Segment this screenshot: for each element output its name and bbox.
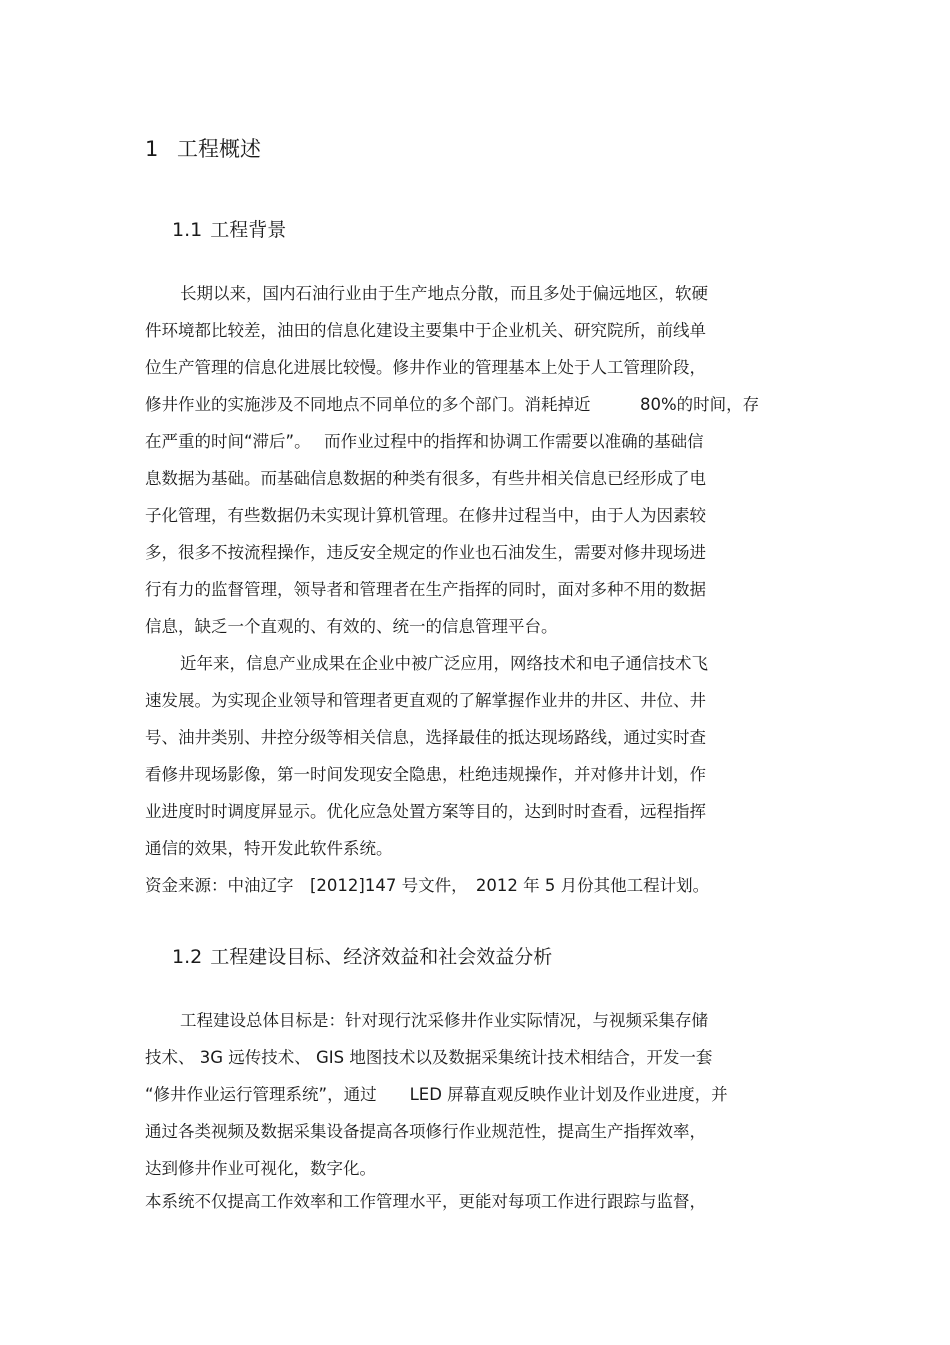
funding-source-line: 资金来源：中油辽字 [2012]147 号文件， 2012 年 5 月份其他工程计划。 xyxy=(145,876,710,895)
paragraph-line: 长期以来，国内石油行业由于生产地点分散，而且多处于偏远地区，软硬 xyxy=(180,284,708,303)
paragraph-line: 业进度时时调度屏显示。优化应急处置方案等目的，达到时时查看，远程指挥 xyxy=(145,802,706,821)
paragraph-line: 号、油井类别、井控分级等相关信息，选择最佳的抵达现场路线，通过实时查 xyxy=(145,728,706,747)
paragraph-line: 位生产管理的信息化进展比较慢。修井作业的管理基本上处于人工管理阶段， xyxy=(145,358,706,377)
subsection-number: 1.1 xyxy=(172,219,203,241)
section-number: 1 xyxy=(145,137,159,161)
paragraph-line: 工程建设总体目标是：针对现行沈采修井作业实际情况，与视频采集存储 xyxy=(180,1011,708,1030)
section-heading-1 xyxy=(145,135,261,163)
paragraph-line: 子化管理，有些数据仍未实现计算机管理。在修井过程当中，由于人为因素较 xyxy=(145,506,706,525)
paragraph-line: 信息，缺乏一个直观的、有效的、统一的信息管理平台。 xyxy=(145,617,558,636)
paragraph-line: 息数据为基础。而基础信息数据的种类有很多，有些井相关信息已经形成了电 xyxy=(145,469,706,488)
paragraph-line: 速发展。为实现企业领导和管理者更直观的了解掌握作业井的井区、井位、井 xyxy=(145,691,706,710)
paragraph-line: 通过各类视频及数据采集设备提高各项修行作业规范性，提高生产指挥效率， xyxy=(145,1122,706,1141)
paragraph-line: 修井作业的实施涉及不同地点不同单位的多个部门。消耗掉近 80%的时间，存 xyxy=(145,395,760,414)
paragraph-line: 通信的效果，特开发此软件系统。 xyxy=(145,839,393,858)
subsection-heading-1-2 xyxy=(172,944,552,970)
paragraph-line: 达到修井作业可视化，数字化。 xyxy=(145,1159,376,1178)
paragraph-line: “修井作业运行管理系统”，通过 LED 屏幕直观反映作业计划及作业进度，并 xyxy=(145,1085,728,1104)
paragraph-line: 件环境都比较差，油田的信息化建设主要集中于企业机关、研究院所，前线单 xyxy=(145,321,706,340)
paragraph-line: 技术、 3G 远传技术、 GIS 地图技术以及数据采集统计技术相结合，开发一套 xyxy=(145,1048,713,1067)
subsection-title: 工程建设目标、经济效益和社会效益分析 xyxy=(210,946,553,968)
paragraph-line: 行有力的监督管理，领导者和管理者在生产指挥的同时，面对多种不用的数据 xyxy=(145,580,706,599)
paragraph-line: 本系统不仅提高工作效率和工作管理水平，更能对每项工作进行跟踪与监督， xyxy=(145,1192,706,1211)
paragraph-line: 近年来，信息产业成果在企业中被广泛应用，网络技术和电子通信技术飞 xyxy=(180,654,708,673)
section-title: 工程概述 xyxy=(177,137,261,161)
subsection-heading-1-1 xyxy=(172,217,286,243)
paragraph-line: 看修井现场影像，第一时间发现安全隐患，杜绝违规操作，并对修井计划，作 xyxy=(145,765,706,784)
paragraph-line: 在严重的时间“滞后”。 而作业过程中的指挥和协调工作需要以准确的基础信 xyxy=(145,432,704,451)
subsection-title: 工程背景 xyxy=(210,219,287,241)
paragraph-line: 多，很多不按流程操作，违反安全规定的作业也石油发生，需要对修井现场进 xyxy=(145,543,706,562)
subsection-number: 1.2 xyxy=(172,946,203,968)
